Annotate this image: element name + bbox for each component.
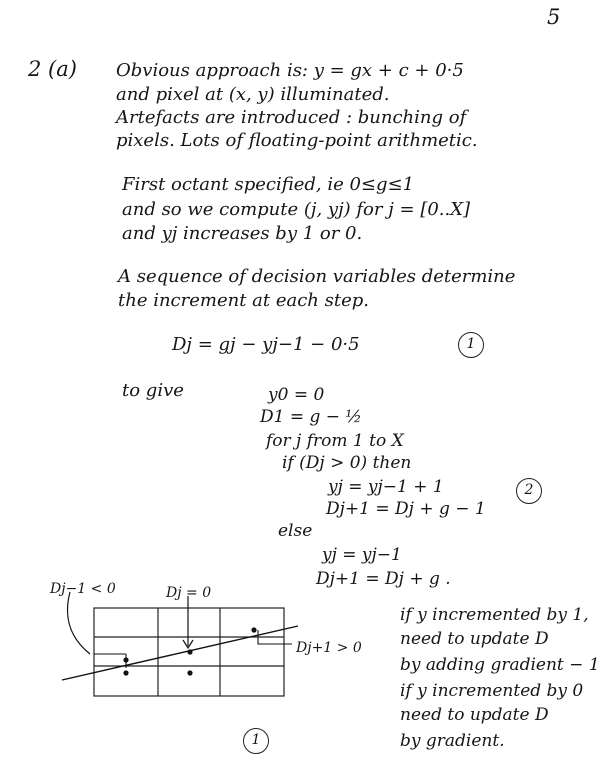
algo-y0: y0 = 0 bbox=[268, 385, 325, 405]
algo-then-y: yj = yj−1 + 1 bbox=[328, 477, 444, 497]
octant-line-2: and so we compute (j, yj) for j = [0..X] bbox=[122, 199, 471, 220]
algo-then-d: Dj+1 = Dj + g − 1 bbox=[326, 499, 486, 519]
decision-line-2: the increment at each step. bbox=[118, 290, 369, 311]
decision-line-1: A sequence of decision variables determine bbox=[118, 266, 516, 287]
octant-line-3: and yj increases by 1 or 0. bbox=[122, 223, 363, 244]
intro-line-2: and pixel at (x, y) illuminated. bbox=[116, 84, 390, 105]
algo-if: if (Dj > 0) then bbox=[282, 453, 412, 473]
note-line-6: by gradient. bbox=[400, 731, 505, 751]
to-give-label: to give bbox=[122, 380, 184, 401]
algo-else: else bbox=[278, 521, 313, 541]
diagram-label-mid: Dj = 0 bbox=[166, 585, 212, 601]
note-line-3: by adding gradient − 1 bbox=[400, 655, 600, 675]
pixel-dot bbox=[251, 627, 256, 632]
page-number: 5 bbox=[547, 5, 561, 29]
equation-1-tag: 1 bbox=[458, 332, 484, 358]
note-line-5: need to update D bbox=[400, 705, 549, 725]
diagram-tag: 1 bbox=[243, 728, 269, 754]
pixel-dot bbox=[123, 670, 128, 675]
intro-line-1: Obvious approach is: y = gx + c + 0·5 bbox=[116, 60, 464, 81]
equation-1: Dj = gj − yj−1 − 0·5 bbox=[172, 334, 360, 355]
ideal-line bbox=[62, 626, 298, 680]
intro-line-4: pixels. Lots of floating-point arithmetic. bbox=[116, 130, 478, 151]
pixel-dot bbox=[187, 649, 192, 654]
note-line-4: if y incremented by 0 bbox=[400, 681, 584, 701]
algo-d1: D1 = g − ½ bbox=[260, 407, 362, 427]
question-label: 2 (a) bbox=[28, 57, 77, 81]
algo-else-y: yj = yj−1 bbox=[322, 545, 402, 565]
arrow-left bbox=[68, 592, 91, 654]
note-line-1: if y incremented by 1, bbox=[400, 605, 589, 625]
octant-line-1: First octant specified, ie 0≤g≤1 bbox=[122, 174, 415, 195]
note-line-2: need to update D bbox=[400, 629, 549, 649]
diagram-label-right: Dj+1 > 0 bbox=[296, 640, 362, 656]
bresenham-grid-diagram bbox=[30, 570, 330, 700]
intro-line-3: Artefacts are introduced : bunching of bbox=[116, 107, 467, 128]
algo-else-d: Dj+1 = Dj + g . bbox=[316, 569, 451, 589]
algo-for: for j from 1 to X bbox=[266, 431, 404, 451]
diagram-label-left: Dj−1 < 0 bbox=[50, 581, 116, 597]
algorithm-tag: 2 bbox=[516, 478, 542, 504]
pixel-dot bbox=[187, 670, 192, 675]
